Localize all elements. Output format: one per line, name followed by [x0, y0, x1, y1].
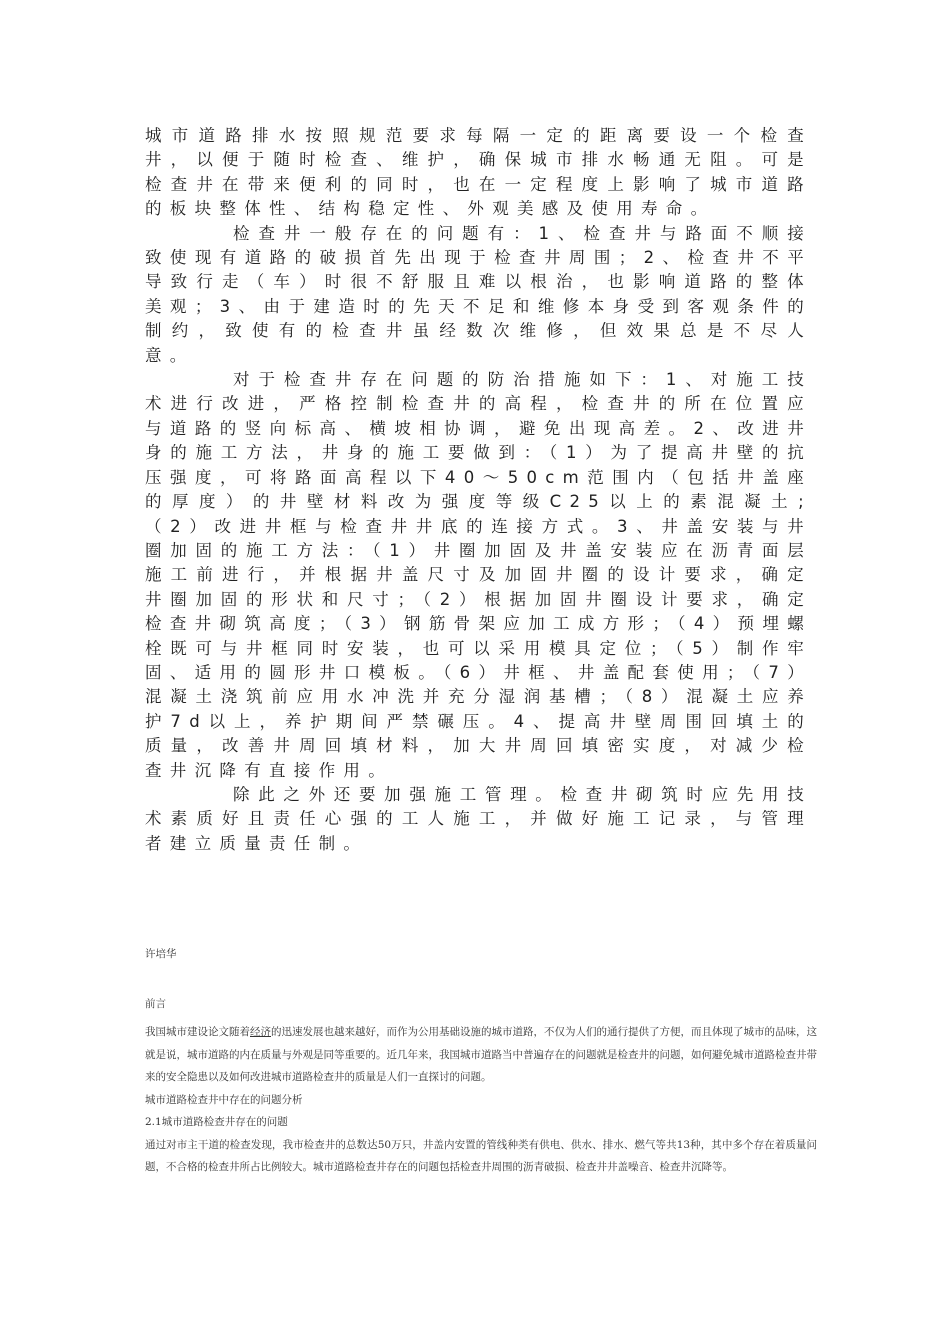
economy-link[interactable]: 经济 [250, 1026, 271, 1038]
section-heading: 城市道路检查井中存在的问题分析 [145, 1093, 303, 1106]
author-name: 许培华 [145, 948, 177, 960]
article-paragraph-3: 对于检查井存在问题的防治措施如下：1、对施工技术进行改进，严格控制检查井的高程，检查井的所在位置应与道路的竖向标高、横坡相协调，避免出现高差。2、改进井身的施工方法，井身的施工要做到：（1）为了提高井壁的抗压强度，可将路面高程以下40～50cm范围内（包括井盖座的厚度）的井壁材料改为强度等级C25以上的素混凝土;（2）改进井框与检查井井底的连接方式。3、井盖安装与井圈加固的施工方法：（1）井圈加固及井盖安装应在沥青面层施工前进行，并根据井盖尺寸及加固井圈的设计要求，确定井圈加固的形状和尺寸；（2）根据加固井圈设计要求，确定检查井砌筑高度；（3）钢筋骨架应加工成方形；（4）预埋螺栓既可与井框同时安装，也可以采用模具定位；（5）制作牢固、适用的圆形井口模板。（6）井框、井盖配套使用；（7）混凝土浇筑前应用水冲洗并充分湿润基槽；（8）混凝土应养护7d以上，养护期间严禁碾压。4、提高井壁周围回填土的质量，改善井周回填材料，加大井周回填密实度，对减少检查井沉降有直接作用。 [145, 370, 812, 780]
preface-text-rest: 的迅速发展也越来越好，而作为公用基础设施的城市道路，不仅为人们的通行提供了方便，而且体现了城市的品味，这就是说，城市道路的内在质量与外观是同等重要的。近几年来，我国城市道路当中普遍存在的问题就是检查井的问题，如何避免城市道路检查井带来的安全隐患以及如何改进城市道路检查井的质量是人们一直探讨的问题。 [145, 1026, 817, 1083]
article-body [145, 124, 812, 856]
article-paragraph-1: 城市道路排水按照规范要求每隔一定的距离要设一个检查井，以便于随时检查、维护，确保城市排水畅通无阻。可是检查井在带来便利的同时，也在一定程度上影响了城市道路的板块整体性、结构稳定性、外观美感及使用寿命。 [145, 126, 812, 219]
article-paragraph-4: 除此之外还要加强施工管理。检查井砌筑时应先用技术素质好且责任心强的工人施工，并做好施工记录，与管理者建立质量责任制。 [145, 784, 812, 853]
article-paragraph-2: 检查井一般存在的问题有：1、检查井与路面不顺接致使现有道路的破损首先出现于检查井周围；2、检查井不平导致行走（车）时很不舒服且难以根治，也影响道路的整体美观；3、由于建造时的先天不足和维修本身受到客观条件的制约，致使有的检查井虽经数次维修，但效果总是不尽人意。 [145, 223, 812, 365]
preface-paragraph [145, 1021, 817, 1089]
preface-heading: 前言 [145, 998, 166, 1010]
subsection-heading: 2.1城市道路检查井存在的问题 [145, 1116, 288, 1128]
secondary-body [145, 1021, 817, 1179]
preface-text-start: 我国城市建设论文随着 [145, 1026, 250, 1038]
subsection-paragraph: 通过对市主干道的检查发现，我市检查井的总数达50万只，井盖内安置的管线种类有供电、供水、排水、燃气等共13种，其中多个存在着质量问题，不合格的检查井所占比例较大。城市道路检查井存在的问题包括检查井周围的沥青破损、检查井井盖噪音、检查井沉降等。 [145, 1138, 817, 1173]
